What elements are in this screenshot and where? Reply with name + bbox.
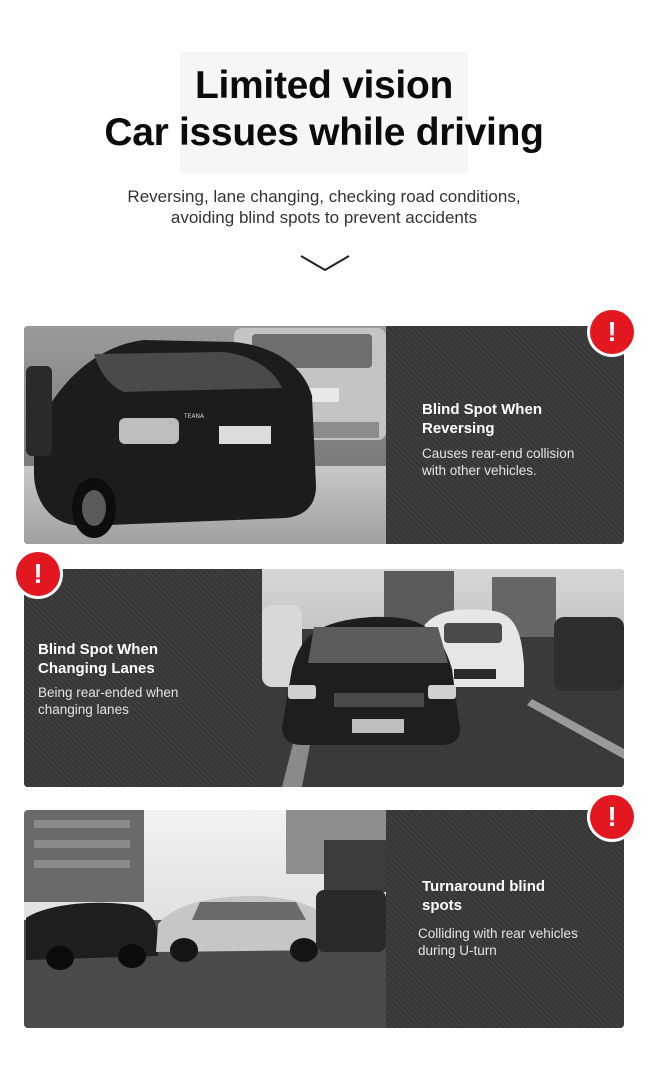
card-lane-change (24, 569, 624, 787)
heading-line-2: Changing Lanes (38, 660, 155, 677)
heading-line-1: Blind Spot When (38, 641, 158, 658)
card-heading (38, 640, 198, 678)
heading-line-1: Blind Spot When (422, 401, 542, 418)
card-heading (422, 400, 582, 438)
desc-line-2: with other vehicles. (422, 463, 537, 478)
desc-line-2: changing lanes (38, 702, 129, 717)
lane-change-text-panel (24, 569, 262, 787)
u-turn-street-photo (24, 810, 386, 1028)
desc-line-1: Being rear-ended when (38, 685, 179, 700)
page-title (0, 62, 648, 156)
chevron-down-icon[interactable] (299, 252, 351, 274)
card-description (418, 925, 608, 959)
subtitle-line-1: Reversing, lane changing, checking road conditions, (127, 187, 521, 206)
card-description (422, 445, 612, 479)
card-u-turn (24, 810, 624, 1028)
title-line-2: Car issues while driving (104, 111, 544, 154)
u-turn-text-panel (386, 810, 624, 1028)
car-badge: TEANA (184, 413, 205, 420)
page-subtitle (0, 186, 648, 228)
desc-line-1: Colliding with rear vehicles (418, 926, 578, 941)
heading-line-2: spots (422, 897, 463, 914)
heading-line-2: Reversing (422, 420, 495, 437)
alert-icon: ! (590, 795, 634, 839)
alert-icon: ! (590, 310, 634, 354)
desc-line-1: Causes rear-end collision (422, 446, 575, 461)
title-line-1: Limited vision (194, 64, 453, 107)
card-reversing (24, 326, 624, 544)
lane-change-traffic-photo (262, 569, 624, 787)
desc-line-2: during U-turn (418, 943, 497, 958)
reversing-car-photo (24, 326, 386, 544)
subtitle-line-2: avoiding blind spots to prevent accidents (170, 208, 478, 227)
card-heading (422, 877, 582, 915)
alert-icon: ! (16, 552, 60, 596)
heading-line-1: Turnaround blind (422, 878, 546, 895)
card-description (38, 684, 228, 718)
